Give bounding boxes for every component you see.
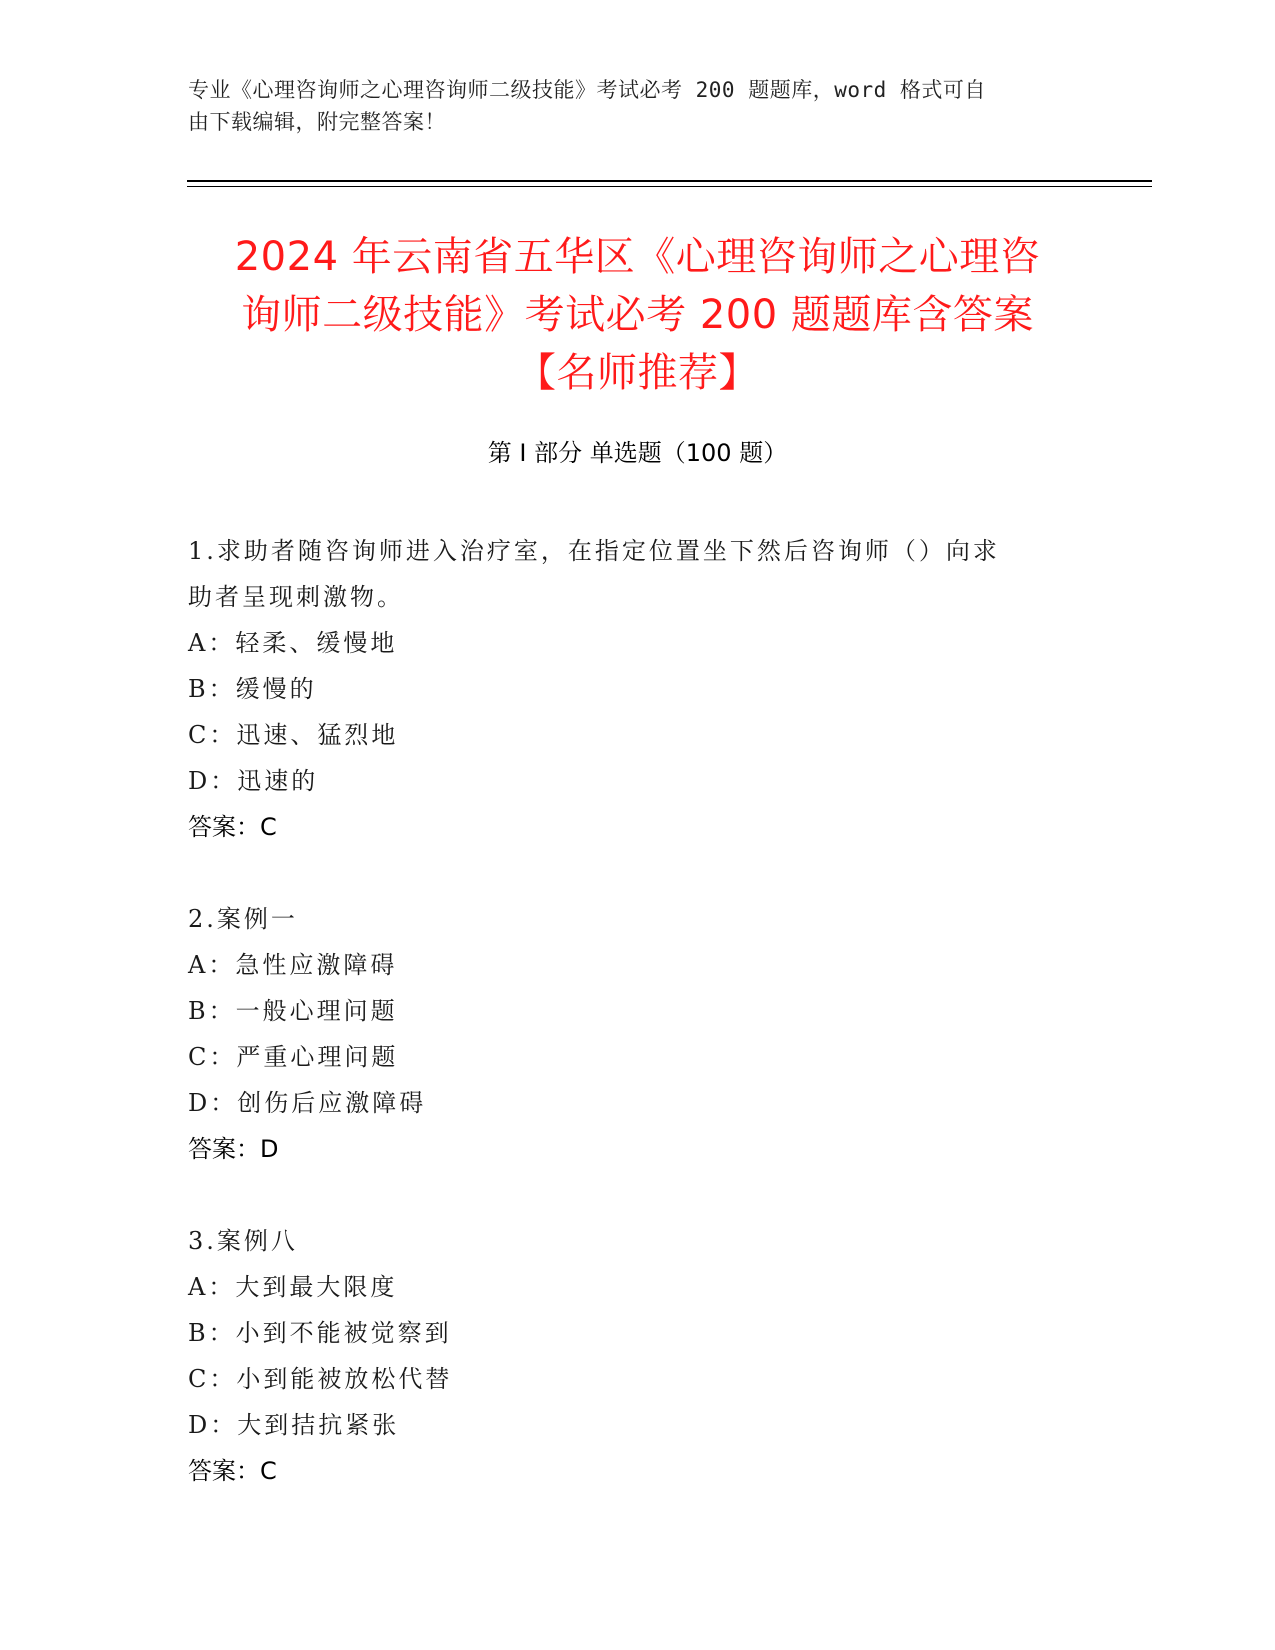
title-line-1: 2024 年云南省五华区《心理咨询师之心理咨 xyxy=(234,234,1041,280)
title-line-2: 询师二级技能》考试必考 200 题题库含答案 xyxy=(241,292,1034,338)
answer-line: 答案：C xyxy=(188,813,277,841)
option-a: A：急性应激障碍 xyxy=(188,951,398,979)
option-b: B：小到不能被觉察到 xyxy=(188,1319,452,1347)
option-c: C：迅速、猛烈地 xyxy=(188,721,399,749)
question-stem-line-1: 3.案例八 xyxy=(188,1227,298,1255)
title-line-3: 【名师推荐】 xyxy=(516,350,759,396)
header-note-line-2: 由下载编辑，附完整答案！ xyxy=(188,110,446,134)
document-title xyxy=(170,228,1105,402)
option-b: B：缓慢的 xyxy=(188,675,317,703)
option-a: A：大到最大限度 xyxy=(188,1273,398,1301)
option-d: D：创伤后应激障碍 xyxy=(188,1089,427,1117)
question-2 xyxy=(188,896,1088,1172)
header-note xyxy=(188,74,1068,138)
option-c: C：严重心理问题 xyxy=(188,1043,399,1071)
header-note-line-1: 专业《心理咨询师之心理咨询师二级技能》考试必考 200 题题库，word 格式可自 xyxy=(188,78,986,102)
header-divider-thin xyxy=(187,186,1152,187)
question-stem-line-2: 助者呈现刺激物。 xyxy=(188,583,404,611)
question-list xyxy=(188,528,1088,1540)
answer-line: 答案：D xyxy=(188,1135,279,1163)
section-heading: 第 I 部分 单选题（100 题） xyxy=(487,439,788,467)
option-d: D：迅速的 xyxy=(188,767,319,795)
question-3 xyxy=(188,1218,1088,1494)
question-1 xyxy=(188,528,1088,850)
option-c: C：小到能被放松代替 xyxy=(188,1365,453,1393)
option-b: B：一般心理问题 xyxy=(188,997,398,1025)
option-d: D：大到拮抗紧张 xyxy=(188,1411,400,1439)
answer-line: 答案：C xyxy=(188,1457,277,1485)
question-stem-line-1: 1.求助者随咨询师进入治疗室，在指定位置坐下然后咨询师（）向求 xyxy=(188,537,1000,565)
header-divider-thick xyxy=(187,180,1152,182)
question-stem-line-1: 2.案例一 xyxy=(188,905,298,933)
option-a: A：轻柔、缓慢地 xyxy=(188,629,398,657)
